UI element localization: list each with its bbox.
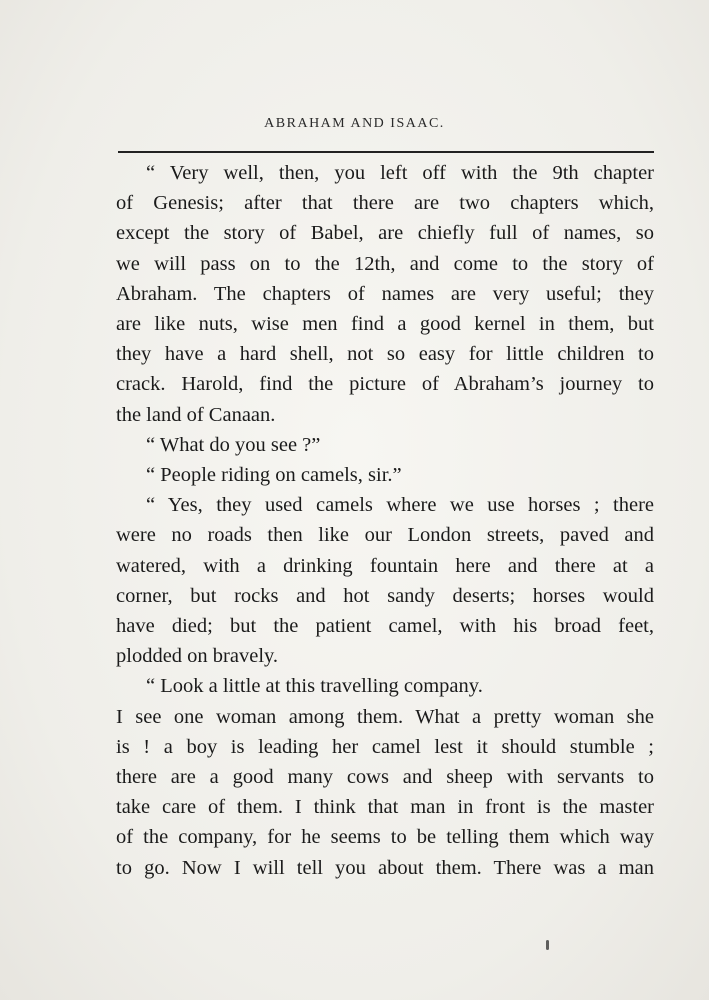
text-line: are like nuts, wise men find a good kernel in them, but: [116, 313, 654, 336]
text-line: I see one woman among them. What a pretty woman she: [116, 705, 654, 728]
text-line: “ People riding on camels, sir.”: [146, 464, 402, 487]
ink-speck: [546, 940, 549, 950]
text-line: watered, with a drinking fountain here and there at a: [116, 554, 654, 577]
text-line: except the story of Babel, are chiefly full of names, so: [116, 222, 654, 245]
text-line: have died; but the patient camel, with his broad feet,: [116, 615, 654, 638]
text-line: of the company, for he seems to be telling them which way: [116, 826, 654, 849]
text-line: crack. Harold, find the picture of Abraham’s journey to: [116, 373, 654, 396]
text-line: to go. Now I will tell you about them. There was a man: [116, 856, 654, 879]
text-line: of Genesis; after that there are two chapters which,: [116, 192, 654, 215]
text-line: were no roads then like our London streets, paved and: [116, 524, 654, 547]
body-text: [116, 158, 654, 883]
header-rule: [118, 151, 654, 153]
text-line: they have a hard shell, not so easy for little children to: [116, 343, 654, 366]
text-line: “ Very well, then, you left off with the 9th chapter: [146, 162, 654, 184]
text-line: “ Look a little at this travelling company.: [146, 675, 483, 698]
text-line: corner, but rocks and hot sandy deserts; horses would: [116, 584, 654, 607]
text-line: take care of them. I think that man in front is the master: [116, 796, 654, 819]
running-title: ABRAHAM AND ISAAC.: [264, 116, 445, 131]
text-line: the land of Canaan.: [116, 403, 276, 426]
text-line: is ! a boy is leading her camel lest it should stumble ;: [116, 735, 654, 758]
text-line: “ Yes, they used camels where we use horses ; there: [146, 494, 654, 517]
text-line: there are a good many cows and sheep with servants to: [116, 766, 654, 789]
text-line: we will pass on to the 12th, and come to the story of: [116, 252, 654, 275]
text-line: “ What do you see ?”: [146, 433, 321, 456]
text-line: Abraham. The chapters of names are very useful; they: [116, 282, 654, 305]
text-line: plodded on bravely.: [116, 645, 279, 668]
